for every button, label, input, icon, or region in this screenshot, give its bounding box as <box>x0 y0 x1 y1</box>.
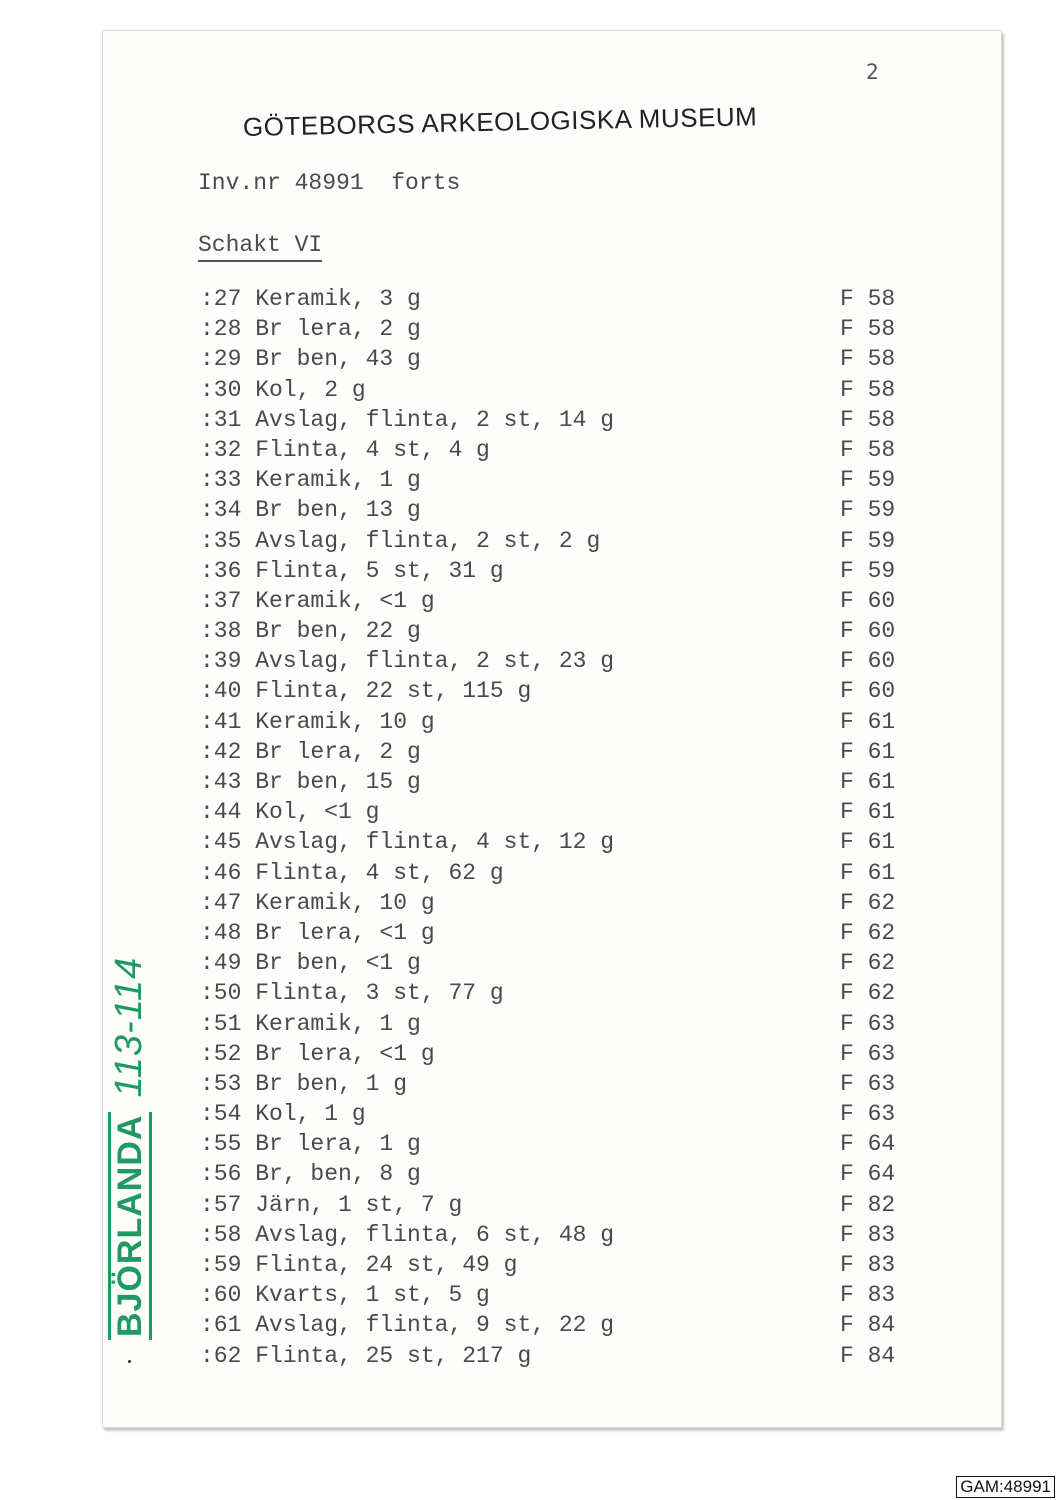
list-item <box>200 316 940 346</box>
find-number: F 83 <box>840 1282 896 1309</box>
list-item <box>200 920 940 950</box>
entry-text: :58 Avslag, flinta, 6 st, 48 g <box>200 1221 615 1248</box>
list-item <box>200 1312 940 1342</box>
find-number: F 60 <box>840 678 896 705</box>
list-item <box>200 678 940 708</box>
entry-text: :39 Avslag, flinta, 2 st, 23 g <box>200 648 615 675</box>
list-item <box>200 1071 940 1101</box>
find-number: F 62 <box>840 889 896 916</box>
find-number: F 63 <box>840 1101 896 1128</box>
entry-text: :44 Kol, <1 g <box>200 799 380 826</box>
list-item <box>200 1252 940 1282</box>
list-item <box>200 437 940 467</box>
list-item <box>200 1282 940 1312</box>
list-item <box>200 648 940 678</box>
list-item <box>200 799 940 829</box>
list-item <box>200 497 940 527</box>
find-number: F 63 <box>840 1070 896 1097</box>
entry-text: :47 Keramik, 10 g <box>200 889 435 916</box>
list-item <box>200 467 940 497</box>
find-number: F 59 <box>840 527 896 554</box>
find-number: F 61 <box>840 859 896 886</box>
entry-text: :34 Br ben, 13 g <box>200 497 421 524</box>
entry-text: :50 Flinta, 3 st, 77 g <box>200 980 504 1007</box>
list-item <box>200 1011 940 1041</box>
entry-text: :36 Flinta, 5 st, 31 g <box>200 557 504 584</box>
find-number: F 82 <box>840 1191 896 1218</box>
list-item <box>200 618 940 648</box>
find-number: F 59 <box>840 497 896 524</box>
list-item <box>200 286 940 316</box>
find-number: F 59 <box>840 467 896 494</box>
find-number: F 60 <box>840 587 896 614</box>
entry-text: :45 Avslag, flinta, 4 st, 12 g <box>200 829 615 856</box>
find-number: F 61 <box>840 799 896 826</box>
entry-text: :38 Br ben, 22 g <box>200 618 421 645</box>
entry-text: :27 Keramik, 3 g <box>200 286 421 312</box>
entry-text: :49 Br ben, <1 g <box>200 950 421 977</box>
find-number: F 58 <box>840 436 896 463</box>
list-item <box>200 739 940 769</box>
entry-text: :32 Flinta, 4 st, 4 g <box>200 436 490 463</box>
find-number: F 58 <box>840 376 896 403</box>
find-number: F 60 <box>840 648 896 675</box>
entry-text: :35 Avslag, flinta, 2 st, 2 g <box>200 527 601 554</box>
entry-text: :57 Järn, 1 st, 7 g <box>200 1191 463 1218</box>
catalogue-id: GAM:48991 <box>956 1476 1055 1498</box>
entry-text: :54 Kol, 1 g <box>200 1101 366 1128</box>
entry-text: :62 Flinta, 25 st, 217 g <box>200 1342 532 1369</box>
find-number: F 62 <box>840 950 896 977</box>
find-number: F 58 <box>840 346 896 373</box>
entry-text: :31 Avslag, flinta, 2 st, 14 g <box>200 406 615 433</box>
find-number: F 62 <box>840 980 896 1007</box>
ink-dot <box>128 1360 131 1363</box>
list-item <box>200 980 940 1010</box>
entry-text: :48 Br lera, <1 g <box>200 919 435 946</box>
entry-text: :29 Br ben, 43 g <box>200 346 421 373</box>
list-item <box>200 709 940 739</box>
entry-text: :59 Flinta, 24 st, 49 g <box>200 1252 518 1278</box>
find-number: F 61 <box>840 769 896 795</box>
handwritten-stamp <box>108 957 151 1340</box>
find-number: F 60 <box>840 618 896 645</box>
find-number: F 61 <box>840 738 896 765</box>
entry-text: :28 Br lera, 2 g <box>200 316 421 343</box>
entry-text: :42 Br lera, 2 g <box>200 738 421 765</box>
list-item <box>200 1041 940 1071</box>
find-number: F 59 <box>840 557 896 584</box>
section-heading: Schakt VI <box>198 232 322 262</box>
entry-text: :56 Br, ben, 8 g <box>200 1161 421 1188</box>
entry-text: :51 Keramik, 1 g <box>200 1010 421 1037</box>
find-number: F 61 <box>840 829 896 856</box>
list-item <box>200 769 940 799</box>
entry-text: :37 Keramik, <1 g <box>200 587 435 614</box>
find-number: F 83 <box>840 1252 896 1278</box>
find-number: F 58 <box>840 316 896 343</box>
list-item <box>200 588 940 618</box>
find-number: F 84 <box>840 1312 896 1339</box>
list-item <box>200 1131 940 1161</box>
entry-text: :52 Br lera, <1 g <box>200 1040 435 1067</box>
entry-text: :61 Avslag, flinta, 9 st, 22 g <box>200 1312 615 1339</box>
find-number: F 58 <box>840 406 896 433</box>
list-item <box>200 558 940 588</box>
entry-list <box>200 286 940 1373</box>
entry-text: :40 Flinta, 22 st, 115 g <box>200 678 532 705</box>
list-item <box>200 1222 940 1252</box>
list-item <box>200 1161 940 1191</box>
entry-text: :60 Kvarts, 1 st, 5 g <box>200 1282 490 1309</box>
list-item <box>200 1192 940 1222</box>
entry-text: :33 Keramik, 1 g <box>200 467 421 494</box>
list-item <box>200 860 940 890</box>
stamp-range: 113-114 <box>108 956 150 1098</box>
find-number: F 64 <box>840 1131 896 1158</box>
entry-text: :53 Br ben, 1 g <box>200 1070 408 1097</box>
find-number: F 58 <box>840 286 896 312</box>
list-item <box>200 1343 940 1373</box>
list-item <box>200 890 940 920</box>
list-item <box>200 377 940 407</box>
entry-text: :46 Flinta, 4 st, 62 g <box>200 859 504 886</box>
list-item <box>200 346 940 376</box>
find-number: F 84 <box>840 1342 896 1369</box>
entry-text: :43 Br ben, 15 g <box>200 769 421 795</box>
museum-heading: GÖTEBORGS ARKEOLOGISKA MUSEUM <box>242 101 758 142</box>
entry-text: :41 Keramik, 10 g <box>200 708 435 735</box>
list-item <box>200 950 940 980</box>
find-number: F 63 <box>840 1040 896 1067</box>
list-item <box>200 528 940 558</box>
stamp-place: BJÖRLANDA <box>108 1112 152 1340</box>
find-number: F 63 <box>840 1010 896 1037</box>
find-number: F 61 <box>840 708 896 735</box>
list-item <box>200 829 940 859</box>
list-item <box>200 407 940 437</box>
find-number: F 64 <box>840 1161 896 1188</box>
find-number: F 83 <box>840 1221 896 1248</box>
entry-text: :30 Kol, 2 g <box>200 376 366 403</box>
inventory-number: Inv.nr 48991 forts <box>198 170 461 196</box>
find-number: F 62 <box>840 919 896 946</box>
list-item <box>200 1101 940 1131</box>
entry-text: :55 Br lera, 1 g <box>200 1131 421 1158</box>
page-number: 2 <box>866 60 879 84</box>
